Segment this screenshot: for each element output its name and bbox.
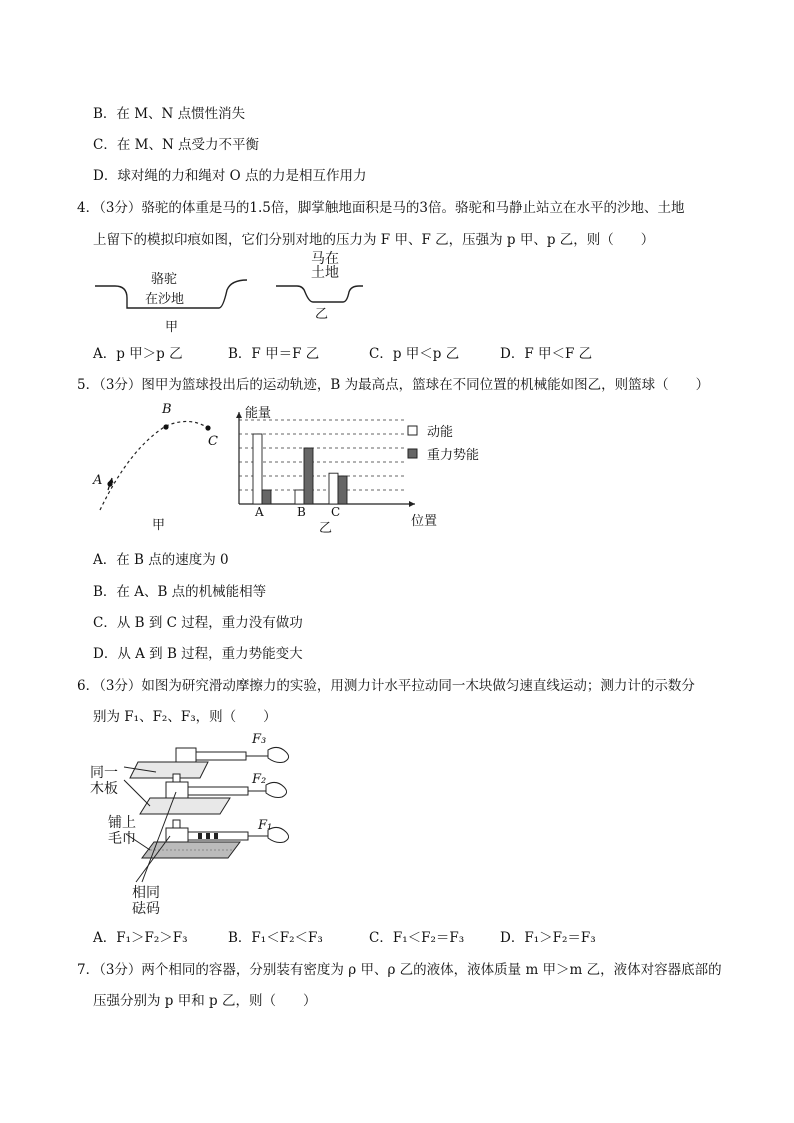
q6-label-towel-1: 铺上: [108, 815, 136, 831]
q4-left-label-2: 在沙地: [145, 292, 185, 307]
q5-figure-a-caption: 甲: [152, 518, 166, 533]
q5-figure-b-caption: 乙: [319, 521, 333, 536]
q6-option-a: A．F₁＞F₂＞F₃: [93, 930, 188, 946]
chart-xlabel: 位置: [411, 514, 438, 529]
q6-option-b: B．F₁＜F₂＜F₃: [228, 930, 323, 946]
legend-kinetic-swatch: [408, 426, 417, 435]
q4-option-c: C．p 甲＜p 乙: [369, 346, 460, 362]
q3-option-c: C．在 M、N 点受力不平衡: [93, 137, 260, 153]
x-tick-label-b: B: [297, 505, 306, 519]
x-axis-arrow: [409, 501, 415, 507]
x-tick-label-a: A: [255, 505, 264, 519]
q4-option-d: D．F 甲＜F 乙: [500, 346, 593, 362]
q5-point-b: B: [162, 402, 172, 417]
q4-option-b: B．F 甲＝F 乙: [228, 346, 320, 362]
q5-trajectory-svg: [90, 398, 230, 533]
q4-stem-line1: 4．（3分）骆驼的体重是马的1.5倍，脚掌触地面积是马的3倍。骆驼和马静止站立在水平的沙地、土地: [77, 200, 685, 216]
q5-stem: 5．（3分）图甲为篮球投出后的运动轨迹，B 为最高点，篮球在不同位置的机械能如图乙，则篮球（ ）: [77, 377, 710, 393]
q6-friction-figure: [90, 732, 320, 917]
q6-label-board-1: 同一: [90, 765, 118, 781]
q4-right-label-1: 马在: [311, 251, 339, 267]
q3-option-d: D．球对绳的力和绳对 O 点的力是相互作用力: [93, 168, 367, 184]
q5-option-c: C．从 B 到 C 过程，重力没有做功: [93, 615, 303, 631]
q4-right-caption: 乙: [315, 307, 329, 322]
bar-a-kinetic: [253, 434, 262, 504]
q5-option-b: B．在 A、B 点的机械能相等: [93, 584, 267, 600]
q3-option-b: B．在 M、N 点惯性消失: [93, 106, 246, 122]
x-tick-label-c: C: [331, 505, 341, 519]
q6-force-f3: F₃: [252, 732, 267, 747]
bar-c-kinetic: [329, 473, 338, 504]
bar-a-potential: [262, 490, 271, 504]
q4-left-caption: 甲: [165, 320, 179, 335]
q5-trajectory-figure: [90, 398, 230, 533]
q5-option-d: D．从 A 到 B 过程，重力势能变大: [93, 646, 303, 662]
chart-ylabel: 能量: [245, 406, 272, 421]
q4-right-label-2: 土地: [311, 265, 339, 281]
q4-stem-line2: 上留下的模拟印痕如图，它们分别对地的压力为 F 甲、F 乙，压强为 p 甲、p 乙，则（ ）: [93, 232, 655, 248]
q6-option-d: D．F₁＞F₂＝F₃: [500, 930, 596, 946]
q5-point-c: C: [208, 434, 218, 449]
q6-label-board-2: 木板: [90, 781, 118, 797]
legend-potential-label: 重力势能: [427, 448, 480, 463]
bar-c-potential: [338, 476, 347, 504]
q4-figure: [93, 250, 373, 340]
q7-stem-line1: 7．（3分）两个相同的容器，分别装有密度为 ρ 甲、ρ 乙的液体，液体质量 m 甲＞m 乙，液体对容器底部的: [77, 962, 722, 978]
q4-option-a: A．p 甲＞p 乙: [93, 346, 183, 362]
q6-label-weight-2: 砝码: [132, 901, 160, 917]
legend-potential-swatch: [408, 449, 417, 458]
q5-energy-chart: [225, 398, 495, 538]
q6-stem-line1: 6．（3分）如图为研究滑动摩擦力的实验，用测力计水平拉动同一木块做匀速直线运动；测力计的示数分: [77, 678, 695, 694]
q6-label-towel-2: 毛巾: [108, 831, 136, 847]
q6-option-c: C．F₁＜F₂＝F₃: [369, 930, 465, 946]
y-axis-arrow: [236, 412, 242, 418]
q6-stem-line2: 别为 F₁、F₂、F₃，则（ ）: [93, 709, 277, 725]
q6-label-weight-1: 相同: [132, 885, 160, 901]
q7-stem-line2: 压强分别为 p 甲和 p 乙，则（ ）: [93, 993, 317, 1009]
q6-force-f2: F₂: [252, 772, 267, 787]
bar-b-kinetic: [295, 490, 304, 504]
q5-point-a: A: [93, 473, 103, 488]
q6-force-f1: F₁: [258, 818, 273, 833]
q5-option-a: A．在 B 点的速度为 0: [93, 552, 229, 568]
bar-b-potential: [304, 448, 313, 504]
q4-left-label-1: 骆驼: [151, 272, 178, 287]
legend-kinetic-label: 动能: [427, 425, 454, 440]
